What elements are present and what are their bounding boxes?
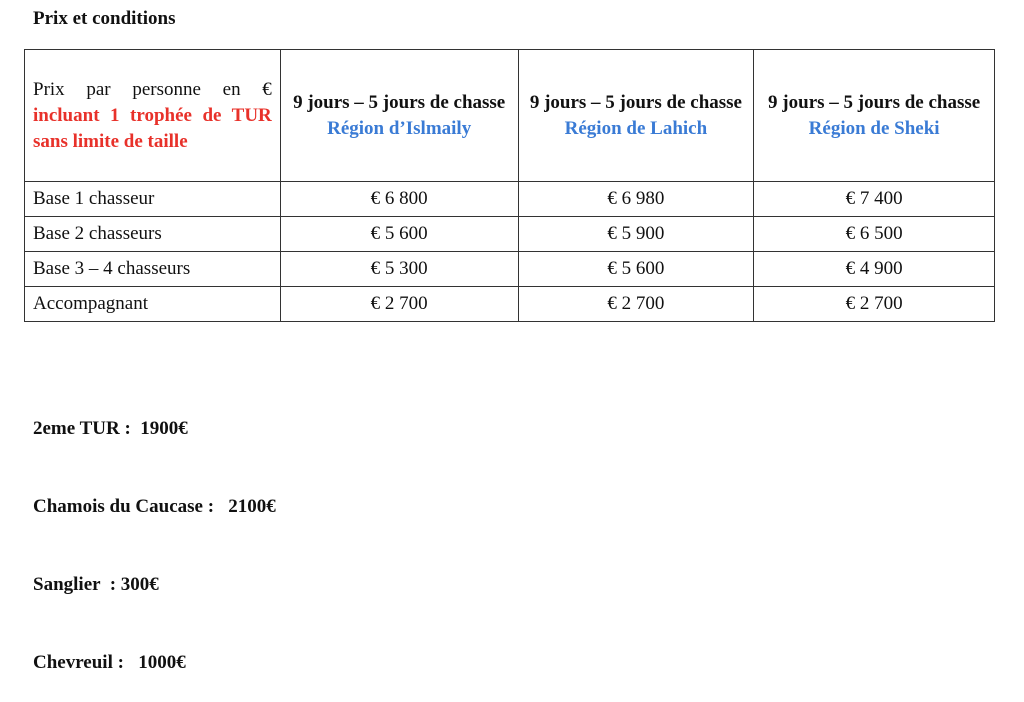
extra-price-line: 2eme TUR : 1900€ <box>33 418 188 439</box>
table-header-row <box>25 50 995 182</box>
price-cell: € 5 900 <box>518 217 754 252</box>
price-cell: € 5 600 <box>518 252 754 287</box>
price-cell: € 6 500 <box>754 217 995 252</box>
header-column-sheki <box>754 50 995 182</box>
table-row <box>25 252 995 287</box>
extra-price-line: Sanglier : 300€ <box>33 574 159 595</box>
price-cell: € 2 700 <box>518 287 754 322</box>
price-cell: € 4 900 <box>754 252 995 287</box>
row-label: Base 3 – 4 chasseurs <box>25 252 281 287</box>
price-cell: € 2 700 <box>754 287 995 322</box>
row-label: Accompagnant <box>25 287 281 322</box>
price-cell: € 6 980 <box>518 182 754 217</box>
price-cell: € 2 700 <box>280 287 518 322</box>
price-cell: € 5 300 <box>280 252 518 287</box>
row-label: Base 1 chasseur <box>25 182 281 217</box>
price-table <box>24 49 995 322</box>
extra-price-line: Chamois du Caucase : 2100€ <box>33 496 276 517</box>
table-row <box>25 287 995 322</box>
header-label-plain: Prix par personne en € <box>33 78 272 100</box>
column-region: Région de Lahich <box>564 117 708 139</box>
header-column-islmaily <box>280 50 518 182</box>
extra-trophy-prices <box>33 364 276 702</box>
price-cell: € 5 600 <box>280 217 518 252</box>
column-region: Région d’Islmaily <box>327 117 472 139</box>
column-duration: 9 jours – 5 jours de chasse <box>768 91 981 113</box>
header-label-cell <box>25 50 281 182</box>
extra-price-line: Chevreuil : 1000€ <box>33 652 186 673</box>
table-row <box>25 182 995 217</box>
row-label: Base 2 chasseurs <box>25 217 281 252</box>
column-region: Région de Sheki <box>808 117 940 139</box>
table-row <box>25 217 995 252</box>
page-title: Prix et conditions <box>33 8 176 29</box>
price-cell: € 6 800 <box>280 182 518 217</box>
header-label-trophy: incluant 1 trophée de TUR sans limite de taille <box>33 104 272 152</box>
column-duration: 9 jours – 5 jours de chasse <box>293 91 506 113</box>
price-cell: € 7 400 <box>754 182 995 217</box>
column-duration: 9 jours – 5 jours de chasse <box>529 91 742 113</box>
header-column-lahich <box>518 50 754 182</box>
